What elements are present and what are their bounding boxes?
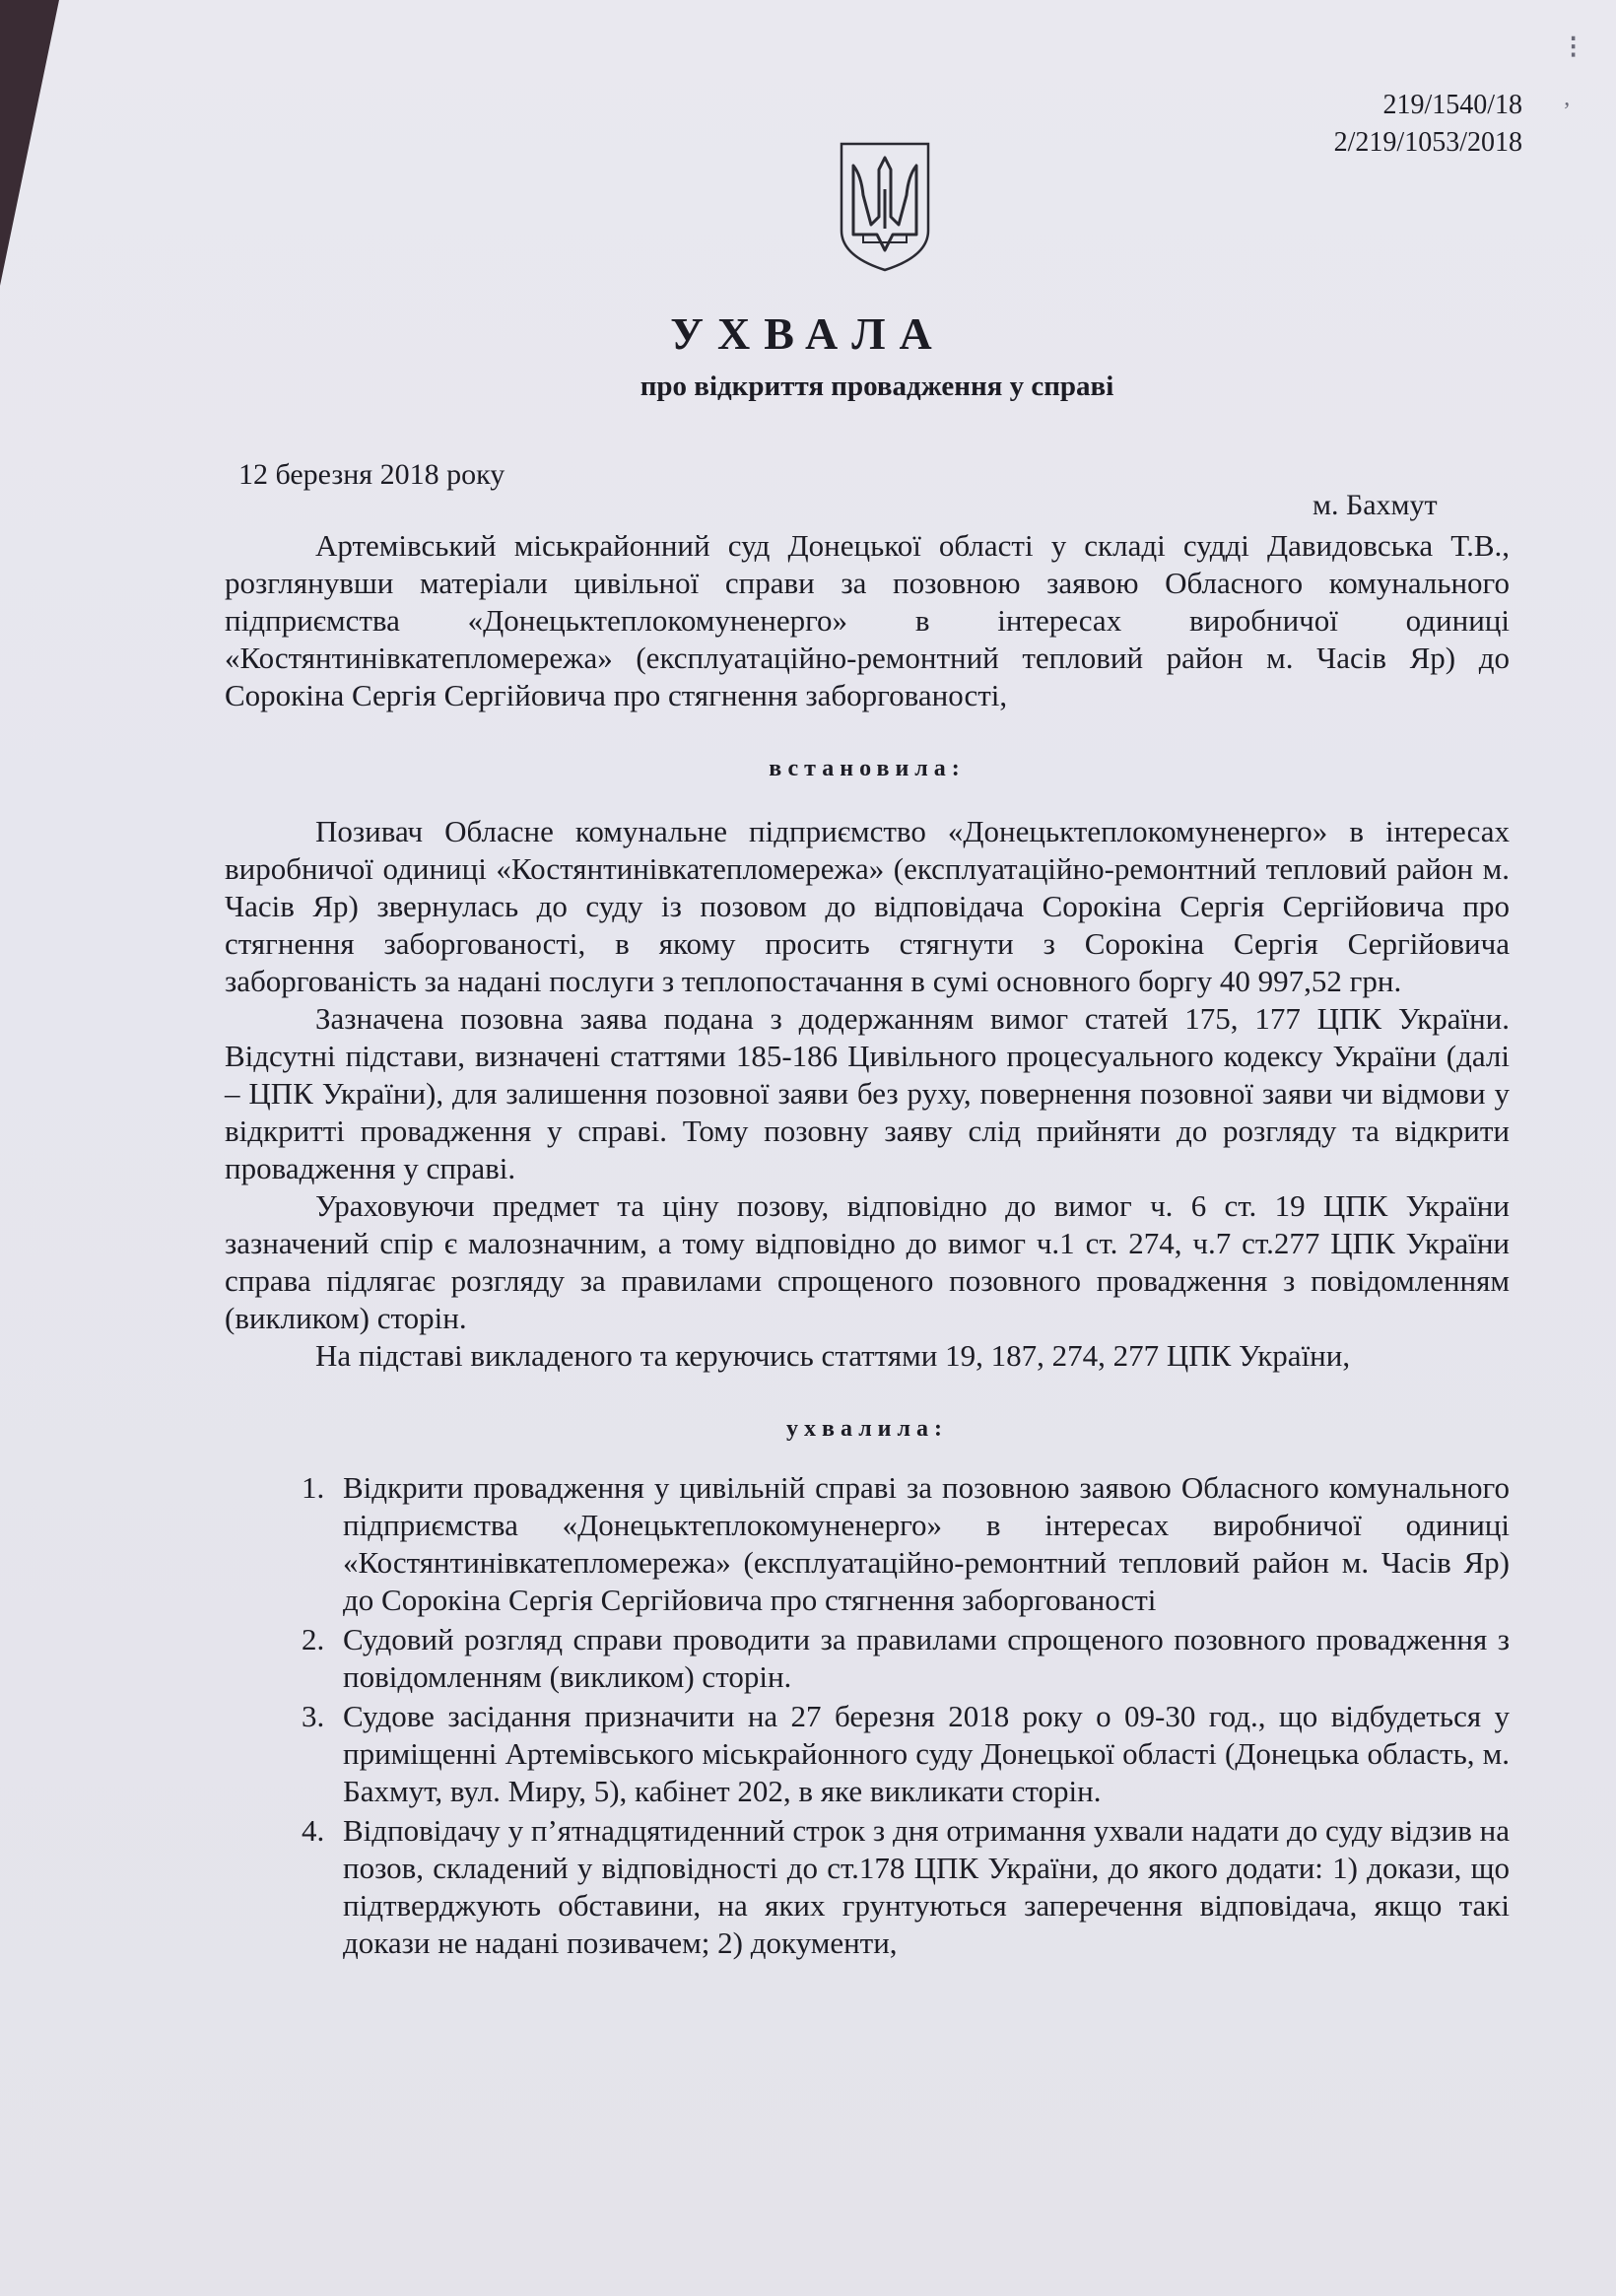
document-date: 12 березня 2018 року [238, 458, 505, 491]
trident-coat-of-arms-icon [838, 140, 932, 274]
decision-item [225, 1621, 1510, 1696]
decision-number: 3. [302, 1699, 325, 1733]
decided-heading: ухвалила: [786, 1416, 948, 1442]
decision-text: Судове засідання призначити на 27 березня 2018 року о 09-30 год., що відбудеться у приміщенні Артемівського міськрайонного суду Донецької області (Донецька область, м. Бахмут, вул. Миру, 5), кабінет 202, в яке викликати сторін. [343, 1699, 1510, 1808]
decision-number: 2. [302, 1622, 325, 1656]
body-paragraph: Зазначена позовна заява подана з додержанням вимог статей 175, 177 ЦПК України. Відсутні підстави, визначені статтями 185-186 Цивільного процесуального кодексу України (далі – ЦПК України), для залишення позовної заяви без руху, повернення позовної заяви чи відмови у відкритті провадження у справі. Тому позовну заяву слід прийняти до розгляду та відкрити провадження у справі. [225, 1001, 1510, 1185]
case-numbers [1334, 87, 1522, 162]
margin-mark: ⁝ [1568, 30, 1579, 66]
document-title: УХВАЛА [670, 308, 946, 359]
established-heading: встановила: [769, 756, 966, 781]
decision-number: 1. [302, 1470, 325, 1505]
decision-text: Судовий розгляд справи проводити за правилами спрощеного позовного провадження з повідомленням (викликом) сторін. [343, 1622, 1510, 1694]
decision-item [225, 1812, 1510, 1962]
body-paragraph: Позивач Обласне комунальне підприємство «Донецьктеплокомуненерго» в інтересах виробничої одиниці «Костянтинівкатепломережа» (експлуатаційно-ремонтний тепловий район м. Часів Яр) звернулась до суду із позовом до відповідача Сорокіна Сергія Сергійовича про стягнення заборгованості, в якому просить стягнути з Сорокіна Сергія Сергійовича заборгованість за надані послуги з теплопостачання в сумі основного боргу 40 997,52 грн. [225, 814, 1510, 998]
decision-item [225, 1698, 1510, 1810]
case-number: 2/219/1053/2018 [1333, 127, 1522, 158]
decision-number: 4. [302, 1813, 325, 1848]
decision-item [225, 1469, 1510, 1619]
document-subtitle: про відкриття провадження у справі [640, 371, 1114, 402]
body-paragraph: Ураховуючи предмет та ціну позову, відповідно до вимог ч. 6 ст. 19 ЦПК України зазначений спір є малозначним, а тому відповідно до вимог ч.1 ст. 274, ч.7 ст.277 ЦПК України справа підлягає розгляду за правилами спрощеного позовного провадження з повідомленням (викликом) сторін. [225, 1188, 1510, 1335]
document-body [225, 527, 1510, 1964]
decisions-list [225, 1469, 1510, 1962]
intro-paragraph: Артемівський міськрайонний суд Донецької області у складі судді Давидовська Т.В., розглянувши матеріали цивільної справи за позовною заявою Обласного комунального підприємства «Донецьктеплокомуненерго» в інтересах виробничої одиниці «Костянтинівкатепломережа» (експлуатаційно-ремонтний тепловий район м. Часів Яр) до Сорокіна Сергія Сергійовича про стягнення заборгованості, [225, 528, 1510, 712]
case-number: 219/1540/18 [1382, 90, 1522, 120]
decision-text: Відкрити провадження у цивільній справі за позовною заявою Обласного комунального підприємства «Донецьктеплокомуненерго» в інтересах виробничої одиниці «Костянтинівкатепломережа» (експлуатаційно-ремонтний тепловий район м. Часів Яр) до Сорокіна Сергія Сергійовича про стягнення заборгованості [343, 1470, 1510, 1617]
margin-mark: ʼ [1563, 99, 1571, 124]
document-city: м. Бахмут [1313, 489, 1438, 521]
decision-text: Відповідачу у п’ятнадцятиденний строк з дня отримання ухвали надати до суду відзив на позов, складений у відповідності до ст.178 ЦПК України, до якого додати: 1) докази, що підтверджують обставини, на яких грунтуються заперечення відповідача, якщо такі докази не надані позивачем; 2) документи, [343, 1813, 1510, 1960]
body-paragraph: На підставі викладеного та керуючись статтями 19, 187, 274, 277 ЦПК України, [315, 1338, 1351, 1373]
